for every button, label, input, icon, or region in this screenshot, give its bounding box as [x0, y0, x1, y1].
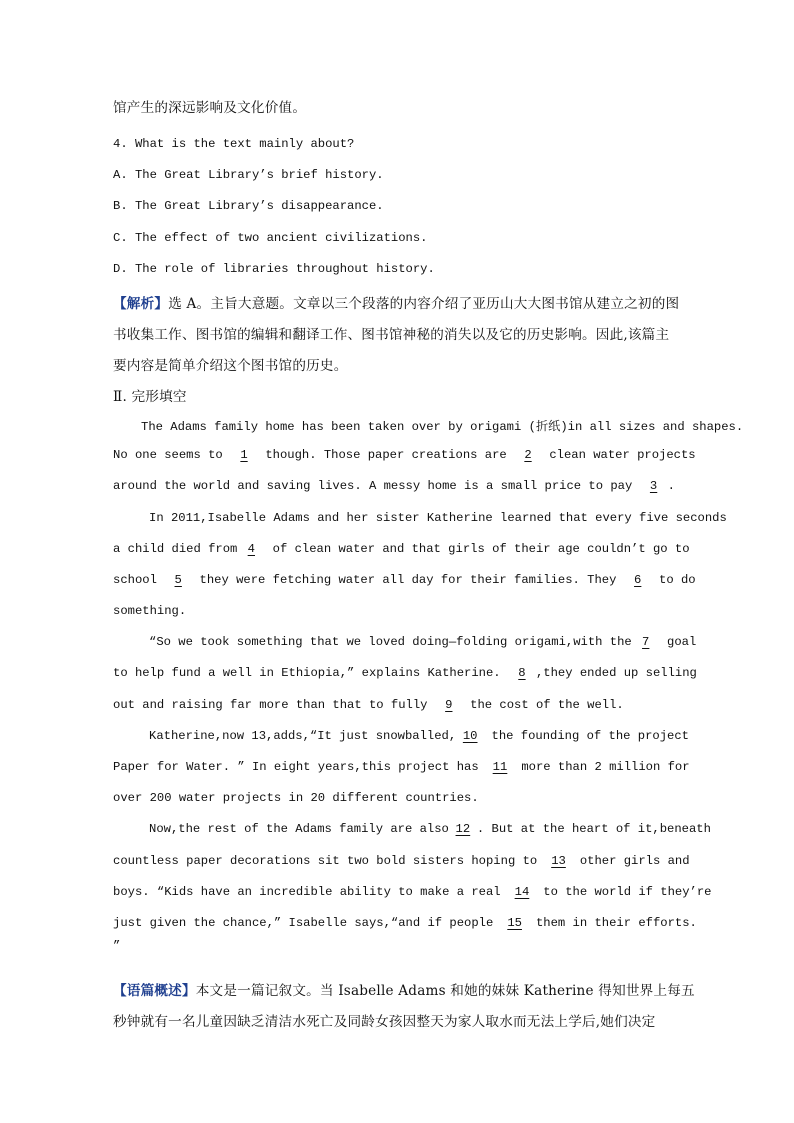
- passage-p5-line-5: ”: [113, 939, 121, 953]
- blank-15[interactable]: 15: [507, 916, 522, 930]
- passage-p5-line-3: boys. “Kids have an incredible ability to make a real 14 to the world if they’re: [113, 885, 712, 899]
- blank-6[interactable]: 6: [634, 573, 642, 587]
- passage-p2-line-2: a child died from 4 of clean water and that girls of their age couldn’t go to: [113, 542, 690, 556]
- blank-10[interactable]: 10: [462, 729, 478, 743]
- blank-8[interactable]: 8: [518, 666, 526, 680]
- passage-p4-line-2: Paper for Water. ” In eight years,this project has 11 more than 2 million for: [113, 760, 690, 774]
- blank-14[interactable]: 14: [514, 885, 530, 899]
- passage-p3-line-3: out and raising far more than that to fully 9 the cost of the well.: [113, 698, 624, 712]
- analysis-line-2: 书收集工作、图书馆的编辑和翻译工作、图书馆神秘的消失以及它的历史影响。因此,该篇主: [113, 327, 670, 343]
- blank-12[interactable]: 12: [455, 822, 471, 836]
- blank-9[interactable]: 9: [445, 698, 453, 712]
- question-stem: 4. What is the text mainly about?: [113, 137, 355, 151]
- blank-3[interactable]: 3: [649, 479, 658, 493]
- passage-p1-line-3: around the world and saving lives. A messy home is a small price to pay 3 .: [113, 479, 675, 493]
- passage-p2-line-3: school 5 they were fetching water all day for their families. They 6 to do: [113, 573, 696, 587]
- option-d: D. The role of libraries throughout history.: [113, 262, 435, 276]
- blank-7[interactable]: 7: [642, 635, 650, 649]
- passage-p4-line-1: Katherine,now 13,adds,“It just snowballed, 10 the founding of the project: [149, 729, 689, 743]
- option-b: B. The Great Library’s disappearance.: [113, 199, 384, 213]
- analysis-line-1: 【解析】选 A。主旨大意题。文章以三个段落的内容介绍了亚历山大大图书馆从建立之初的图: [113, 296, 680, 312]
- option-c: C. The effect of two ancient civilizations.: [113, 231, 428, 245]
- blank-11[interactable]: 11: [492, 760, 508, 774]
- passage-p3-line-1: “So we took something that we loved doing—folding origami,with the 7 goal: [149, 635, 697, 649]
- passage-p5-line-4: just given the chance,” Isabelle says,“and if people 15 them in their efforts.: [113, 916, 697, 930]
- blank-13[interactable]: 13: [551, 854, 566, 868]
- passage-p4-line-3: over 200 water projects in 20 different countries.: [113, 791, 479, 805]
- blank-1[interactable]: 1: [240, 448, 248, 462]
- passage-p3-line-2: to help fund a well in Ethiopia,” explains Katherine. 8 ,they ended up selling: [113, 666, 697, 680]
- analysis-line-3: 要内容是简单介绍这个图书馆的历史。: [113, 358, 348, 374]
- continued-line: 馆产生的深远影响及文化价值。: [113, 100, 307, 116]
- summary-line-1: 【语篇概述】本文是一篇记叙文。当 Isabelle Adams 和她的妹妹 Katherine 得知世界上每五: [113, 983, 695, 999]
- analysis-tag: 【解析】: [113, 296, 169, 312]
- passage-p2-line-1: In 2011,Isabelle Adams and her sister Katherine learned that every five seconds: [149, 511, 727, 525]
- passage-p1-line-2: No one seems to 1 though. Those paper creations are 2 clean water projects: [113, 448, 696, 462]
- passage-p5-line-1: Now,the rest of the Adams family are also 12 . But at the heart of it,beneath: [149, 822, 711, 836]
- passage-p5-line-2: countless paper decorations sit two bold sisters hoping to 13 other girls and: [113, 854, 690, 868]
- blank-2[interactable]: 2: [524, 448, 532, 462]
- blank-4[interactable]: 4: [247, 542, 255, 556]
- summary-tag: 【语篇概述】: [113, 983, 196, 999]
- section-title: Ⅱ. 完形填空: [113, 389, 187, 405]
- option-a: A. The Great Library’s brief history.: [113, 168, 384, 182]
- summary-line-2: 秒钟就有一名儿童因缺乏清洁水死亡及同龄女孩因整天为家人取水而无法上学后,她们决定: [113, 1014, 656, 1030]
- passage-p1-line-1: The Adams family home has been taken over by origami (折纸)in all sizes and shapes.: [141, 420, 744, 434]
- blank-5[interactable]: 5: [174, 573, 182, 587]
- passage-p2-line-4: something.: [113, 604, 187, 618]
